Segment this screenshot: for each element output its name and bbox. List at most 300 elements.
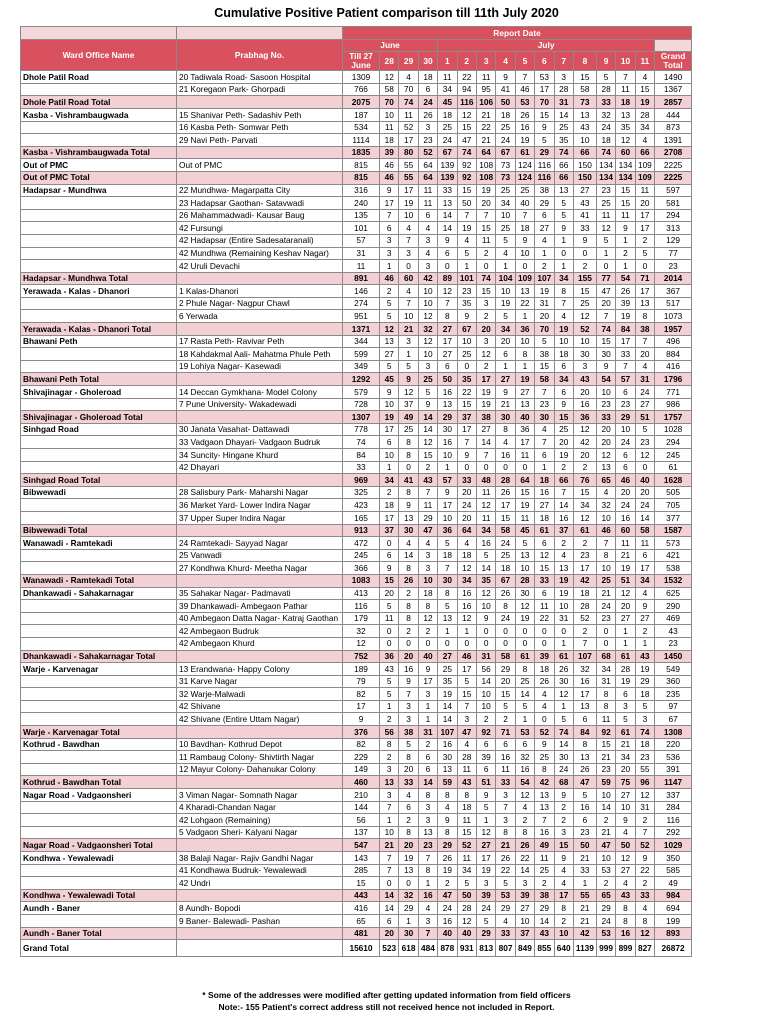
daily-count-cell: 27 — [438, 650, 457, 663]
daily-count-cell: 46 — [380, 159, 399, 172]
daily-count-cell: 4 — [616, 877, 635, 890]
daily-count-cell: 1 — [554, 637, 573, 650]
daily-count-cell: 40 — [438, 927, 457, 940]
daily-count-cell: 3 — [380, 789, 399, 802]
prabhag-cell: 42 Hadapsar (Entire Sadesataranali) — [177, 234, 343, 247]
daily-count-cell: 56 — [380, 726, 399, 739]
daily-count-cell: 40 — [515, 197, 534, 210]
daily-count-cell: 6 — [476, 738, 495, 751]
ward-cell: Kondhwa - Yewalewadi Total — [21, 889, 177, 902]
daily-count-cell: 67 — [457, 323, 476, 336]
daily-count-cell: 31 — [535, 297, 554, 310]
table-row — [21, 209, 692, 222]
till-27-june-cell: 149 — [343, 763, 380, 776]
prabhag-cell — [177, 927, 343, 940]
daily-count-cell: 21 — [596, 751, 615, 764]
ward-total-row — [21, 474, 692, 487]
daily-count-cell: 36 — [515, 423, 534, 436]
daily-count-cell: 1 — [418, 877, 437, 890]
daily-count-cell: 899 — [616, 940, 635, 957]
daily-count-cell: 71 — [496, 726, 515, 739]
daily-count-cell: 10 — [418, 574, 437, 587]
daily-count-cell: 74 — [596, 146, 615, 159]
daily-count-cell: 16 — [515, 121, 534, 134]
daily-count-cell: 23 — [596, 763, 615, 776]
daily-count-cell: 18 — [496, 562, 515, 575]
date-header: 7 — [554, 52, 573, 71]
daily-count-cell: 12 — [535, 549, 554, 562]
daily-count-cell: 35 — [476, 574, 495, 587]
daily-count-cell: 47 — [457, 134, 476, 147]
daily-count-cell: 9 — [535, 738, 554, 751]
daily-count-cell: 41 — [573, 209, 596, 222]
ward-cell — [21, 499, 177, 512]
daily-count-cell: 46 — [380, 171, 399, 184]
ward-cell: Yerawada - Kalas - Dhanori Total — [21, 323, 177, 336]
ward-cell: Kasba - Vishrambaugwada Total — [21, 146, 177, 159]
till-27-june-cell: 366 — [343, 562, 380, 575]
daily-count-cell: 27 — [535, 499, 554, 512]
daily-count-cell: 17 — [573, 562, 596, 575]
daily-count-cell: 59 — [438, 776, 457, 789]
daily-count-cell: 18 — [380, 134, 399, 147]
daily-count-cell: 11 — [515, 449, 534, 462]
grand-total-cell: 538 — [655, 562, 692, 575]
daily-count-cell: 45 — [438, 96, 457, 109]
daily-count-cell: 31 — [554, 612, 573, 625]
table-row — [21, 713, 692, 726]
daily-count-cell: 41 — [496, 83, 515, 96]
ward-cell: Shivajinagar - Gholeroad Total — [21, 411, 177, 424]
daily-count-cell: 134 — [616, 159, 635, 172]
ward-cell: Wanawadi - Ramtekadi — [21, 537, 177, 550]
daily-count-cell: 10 — [616, 423, 635, 436]
table-row — [21, 348, 692, 361]
daily-count-cell: 70 — [535, 323, 554, 336]
daily-count-cell: 33 — [573, 864, 596, 877]
daily-count-cell: 134 — [596, 159, 615, 172]
prabhag-cell: 13 Erandwana- Happy Colony — [177, 663, 343, 676]
daily-count-cell: 67 — [496, 146, 515, 159]
daily-count-cell: 11 — [380, 612, 399, 625]
daily-count-cell: 8 — [399, 449, 418, 462]
daily-count-cell: 66 — [554, 171, 573, 184]
daily-count-cell: 23 — [535, 398, 554, 411]
daily-count-cell: 2 — [535, 877, 554, 890]
daily-count-cell: 12 — [616, 134, 635, 147]
daily-count-cell: 5 — [635, 423, 654, 436]
daily-count-cell: 1 — [635, 637, 654, 650]
table-header — [21, 27, 692, 71]
daily-count-cell: 3 — [418, 549, 437, 562]
ward-cell: Dhankawadi - Sahakarnagar — [21, 587, 177, 600]
daily-count-cell: 37 — [457, 411, 476, 424]
daily-count-cell: 19 — [515, 499, 534, 512]
daily-count-cell: 19 — [399, 197, 418, 210]
daily-count-cell: 9 — [635, 600, 654, 613]
daily-count-cell: 2 — [380, 486, 399, 499]
daily-count-cell: 813 — [476, 940, 495, 957]
prabhag-cell — [177, 373, 343, 386]
ward-cell — [21, 436, 177, 449]
daily-count-cell: 84 — [616, 323, 635, 336]
daily-count-cell: 6 — [616, 461, 635, 474]
daily-count-cell: 15 — [554, 839, 573, 852]
daily-count-cell: 0 — [399, 637, 418, 650]
prabhag-cell: 30 Janata Vasahat- Dattawadi — [177, 423, 343, 436]
daily-count-cell: 37 — [554, 524, 573, 537]
ward-cell — [21, 612, 177, 625]
daily-count-cell: 3 — [418, 914, 437, 927]
daily-count-cell: 8 — [438, 310, 457, 323]
daily-count-cell: 4 — [554, 549, 573, 562]
daily-count-cell: 19 — [476, 398, 495, 411]
daily-count-cell: 74 — [476, 272, 495, 285]
daily-count-cell: 0 — [380, 637, 399, 650]
daily-count-cell: 0 — [399, 461, 418, 474]
grand-total-cell: 313 — [655, 222, 692, 235]
daily-count-cell: 8 — [515, 826, 534, 839]
daily-count-cell: 12 — [515, 789, 534, 802]
daily-count-cell: 58 — [573, 83, 596, 96]
table-row — [21, 549, 692, 562]
daily-count-cell: 15 — [573, 285, 596, 298]
daily-count-cell: 8 — [596, 700, 615, 713]
daily-count-cell: 11 — [535, 600, 554, 613]
daily-count-cell: 8 — [515, 663, 534, 676]
daily-count-cell: 55 — [635, 763, 654, 776]
daily-count-cell: 1 — [535, 247, 554, 260]
daily-count-cell: 8 — [438, 826, 457, 839]
daily-count-cell: 9 — [515, 234, 534, 247]
daily-count-cell: 8 — [496, 423, 515, 436]
grand-total-cell: 1957 — [655, 323, 692, 336]
daily-count-cell: 14 — [438, 713, 457, 726]
daily-count-cell: 5 — [380, 688, 399, 701]
daily-count-cell: 10 — [515, 562, 534, 575]
daily-count-cell: 7 — [399, 297, 418, 310]
daily-count-cell: 7 — [596, 537, 615, 550]
daily-count-cell: 46 — [457, 650, 476, 663]
ward-total-row — [21, 323, 692, 336]
header-blank-ward — [21, 27, 177, 40]
daily-count-cell: 43 — [616, 889, 635, 902]
prabhag-cell: 25 Vanwadi — [177, 549, 343, 562]
daily-count-cell: 25 — [573, 297, 596, 310]
daily-count-cell: 14 — [535, 914, 554, 927]
daily-count-cell: 31 — [635, 801, 654, 814]
ward-cell: Bhawani Peth — [21, 335, 177, 348]
daily-count-cell: 29 — [635, 675, 654, 688]
daily-count-cell: 14 — [380, 889, 399, 902]
till-27-june-cell: 17 — [343, 700, 380, 713]
prabhag-cell: 12 Mayur Colony- Dahanukar Colony — [177, 763, 343, 776]
daily-count-cell: 15 — [515, 486, 534, 499]
daily-count-cell: 25 — [496, 549, 515, 562]
table-row — [21, 121, 692, 134]
table-row — [21, 71, 692, 84]
prabhag-cell: 29 Navi Peth- Parvati — [177, 134, 343, 147]
grand-total-cell: 505 — [655, 486, 692, 499]
daily-count-cell: 52 — [573, 612, 596, 625]
daily-count-cell: 18 — [496, 108, 515, 121]
daily-count-cell: 12 — [438, 285, 457, 298]
grand-total-cell: 771 — [655, 386, 692, 399]
grand-total-cell: 444 — [655, 108, 692, 121]
prabhag-cell: 42 Shivane — [177, 700, 343, 713]
daily-count-cell: 0 — [496, 461, 515, 474]
daily-count-cell: 33 — [535, 574, 554, 587]
daily-count-cell: 11 — [476, 486, 495, 499]
daily-count-cell: 25 — [496, 222, 515, 235]
daily-count-cell: 67 — [496, 574, 515, 587]
daily-count-cell: 28 — [457, 902, 476, 915]
table-row — [21, 852, 692, 865]
daily-count-cell: 29 — [418, 511, 437, 524]
daily-count-cell: 51 — [616, 574, 635, 587]
daily-count-cell: 43 — [535, 927, 554, 940]
prabhag-cell: 21 Koregaon Park- Ghorpadi — [177, 83, 343, 96]
daily-count-cell: 20 — [616, 600, 635, 613]
daily-count-cell: 2 — [635, 234, 654, 247]
ward-total-row — [21, 889, 692, 902]
daily-count-cell: 48 — [476, 474, 495, 487]
daily-count-cell: 10 — [496, 285, 515, 298]
prabhag-cell: 26 Mahammadwadi- Kausar Baug — [177, 209, 343, 222]
daily-count-cell: 6 — [616, 688, 635, 701]
daily-count-cell: 22 — [476, 121, 495, 134]
prabhag-cell: 17 Rasta Peth- Ravivar Peth — [177, 335, 343, 348]
daily-count-cell: 28 — [596, 83, 615, 96]
grand-total-cell: 2708 — [655, 146, 692, 159]
daily-count-cell: 42 — [573, 436, 596, 449]
report-date-header: Report Date — [343, 27, 692, 40]
prabhag-cell: 22 Mundhwa- Magarpatta City — [177, 184, 343, 197]
daily-count-cell: 10 — [399, 310, 418, 323]
grand-total-cell: 129 — [655, 234, 692, 247]
daily-count-cell: 2 — [515, 814, 534, 827]
daily-count-cell: 3 — [418, 688, 437, 701]
daily-count-cell: 8 — [554, 902, 573, 915]
daily-count-cell: 5 — [438, 537, 457, 550]
daily-count-cell: 29 — [438, 411, 457, 424]
ward-cell — [21, 713, 177, 726]
table-row — [21, 801, 692, 814]
daily-count-cell: 33 — [616, 348, 635, 361]
daily-count-cell: 26 — [496, 852, 515, 865]
daily-count-cell: 2 — [596, 814, 615, 827]
daily-count-cell: 1 — [596, 247, 615, 260]
daily-count-cell: 5 — [380, 297, 399, 310]
daily-count-cell: 17 — [635, 562, 654, 575]
daily-count-cell: 11 — [596, 713, 615, 726]
ward-cell: Aundh - Baner Total — [21, 927, 177, 940]
daily-count-cell: 64 — [476, 146, 495, 159]
daily-count-cell: 12 — [399, 386, 418, 399]
daily-count-cell: 3 — [476, 877, 495, 890]
grand-total-cell: 1308 — [655, 726, 692, 739]
ward-cell: Dhole Patil Road — [21, 71, 177, 84]
daily-count-cell: 47 — [596, 285, 615, 298]
prabhag-cell: 42 Lohgaon (Remaining) — [177, 814, 343, 827]
daily-count-cell: 32 — [596, 499, 615, 512]
till-27-june-cell: 2075 — [343, 96, 380, 109]
daily-count-cell: 8 — [399, 826, 418, 839]
daily-count-cell: 4 — [596, 486, 615, 499]
daily-count-cell: 3 — [380, 247, 399, 260]
daily-count-cell: 43 — [573, 197, 596, 210]
daily-count-cell: 5 — [573, 789, 596, 802]
ward-cell — [21, 675, 177, 688]
daily-count-cell: 5 — [418, 386, 437, 399]
prabhag-cell — [177, 889, 343, 902]
daily-count-cell: 11 — [418, 184, 437, 197]
daily-count-cell: 2 — [476, 247, 495, 260]
daily-count-cell: 25 — [515, 675, 534, 688]
daily-count-cell: 7 — [418, 927, 437, 940]
daily-count-cell: 8 — [573, 738, 596, 751]
till-27-june-cell: 344 — [343, 335, 380, 348]
daily-count-cell: 2 — [418, 738, 437, 751]
daily-count-cell: 33 — [496, 927, 515, 940]
daily-count-cell: 10 — [380, 449, 399, 462]
till-27-june-cell: 1835 — [343, 146, 380, 159]
daily-count-cell: 2 — [635, 814, 654, 827]
daily-count-cell: 20 — [457, 486, 476, 499]
daily-count-cell: 51 — [476, 776, 495, 789]
daily-count-cell: 32 — [515, 751, 534, 764]
daily-count-cell: 12 — [573, 310, 596, 323]
daily-count-cell: 18 — [635, 688, 654, 701]
prabhag-cell: 4 Kharadi-Chandan Nagar — [177, 801, 343, 814]
daily-count-cell: 73 — [496, 159, 515, 172]
daily-count-cell: 20 — [635, 197, 654, 210]
prabhag-cell: 36 Market Yard- Lower Indira Nagar — [177, 499, 343, 512]
table-row — [21, 511, 692, 524]
daily-count-cell: 16 — [476, 537, 495, 550]
daily-count-cell: 19 — [616, 675, 635, 688]
daily-count-cell: 4 — [535, 688, 554, 701]
daily-count-cell: 13 — [535, 801, 554, 814]
ward-cell — [21, 234, 177, 247]
daily-count-cell: 3 — [496, 789, 515, 802]
daily-count-cell: 52 — [535, 726, 554, 739]
daily-count-cell: 20 — [380, 587, 399, 600]
daily-count-cell: 33 — [635, 889, 654, 902]
daily-count-cell: 19 — [515, 373, 534, 386]
daily-count-cell: 4 — [616, 826, 635, 839]
daily-count-cell: 16 — [616, 927, 635, 940]
daily-count-cell: 5 — [535, 134, 554, 147]
ward-cell: Warje - Karvenagar Total — [21, 726, 177, 739]
daily-count-cell: 4 — [635, 71, 654, 84]
grand-total-cell: 1147 — [655, 776, 692, 789]
daily-count-cell: 20 — [635, 486, 654, 499]
daily-count-cell: 40 — [635, 474, 654, 487]
daily-count-cell: 12 — [418, 335, 437, 348]
daily-count-cell: 640 — [554, 940, 573, 957]
till-27-june-cell: 11 — [343, 260, 380, 273]
table-row — [21, 386, 692, 399]
daily-count-cell: 109 — [515, 272, 534, 285]
prabhag-cell: 33 Vadgaon Dhayari- Vadgaon Budruk — [177, 436, 343, 449]
prabhag-cell — [177, 96, 343, 109]
table-row — [21, 902, 692, 915]
daily-count-cell: 8 — [418, 789, 437, 802]
daily-count-cell: 7 — [535, 386, 554, 399]
prabhag-cell — [177, 474, 343, 487]
prabhag-cell — [177, 146, 343, 159]
daily-count-cell: 7 — [380, 209, 399, 222]
ward-cell: Wanawadi - Ramtekadi Total — [21, 574, 177, 587]
till-27-june-cell: 891 — [343, 272, 380, 285]
ward-cell — [21, 134, 177, 147]
date-header: 5 — [515, 52, 534, 71]
daily-count-cell: 0 — [515, 625, 534, 638]
daily-count-cell: 47 — [457, 726, 476, 739]
ward-cell — [21, 814, 177, 827]
till-27-june-cell: 65 — [343, 914, 380, 927]
daily-count-cell: 32 — [596, 108, 615, 121]
daily-count-cell: 21 — [596, 826, 615, 839]
daily-count-cell: 18 — [573, 587, 596, 600]
ward-cell — [21, 914, 177, 927]
prabhag-cell: 42 Ambegaon Khurd — [177, 637, 343, 650]
daily-count-cell: 47 — [418, 524, 437, 537]
daily-count-cell: 15 — [496, 511, 515, 524]
daily-count-cell: 6 — [438, 360, 457, 373]
table-row — [21, 914, 692, 927]
daily-count-cell: 17 — [635, 209, 654, 222]
daily-count-cell: 3 — [418, 801, 437, 814]
prabhag-cell: Out of PMC — [177, 159, 343, 172]
date-header: 9 — [596, 52, 615, 71]
daily-count-cell: 18 — [418, 71, 437, 84]
till-27-june-cell: 144 — [343, 801, 380, 814]
table-row — [21, 789, 692, 802]
ward-cell: Kondhwa - Yewalewadi — [21, 852, 177, 865]
daily-count-cell: 8 — [635, 914, 654, 927]
daily-count-cell: 10 — [596, 789, 615, 802]
prabhag-cell: 20 Tadiwala Road- Sasoon Hospital — [177, 71, 343, 84]
table-row — [21, 877, 692, 890]
daily-count-cell: 75 — [616, 776, 635, 789]
daily-count-cell: 16 — [496, 751, 515, 764]
daily-count-cell: 6 — [535, 587, 554, 600]
daily-count-cell: 20 — [535, 310, 554, 323]
daily-count-cell: 19 — [476, 386, 495, 399]
daily-count-cell: 12 — [457, 108, 476, 121]
daily-count-cell: 134 — [616, 171, 635, 184]
grand-total-cell: 199 — [655, 914, 692, 927]
ward-cell — [21, 247, 177, 260]
daily-count-cell: 878 — [438, 940, 457, 957]
daily-count-cell: 5 — [635, 247, 654, 260]
prabhag-cell: 31 Karve Nagar — [177, 675, 343, 688]
grand-total-cell: 1532 — [655, 574, 692, 587]
daily-count-cell: 1 — [616, 625, 635, 638]
till-27-june-cell: 137 — [343, 826, 380, 839]
daily-count-cell: 26 — [573, 763, 596, 776]
daily-count-cell: 15 — [596, 335, 615, 348]
daily-count-cell: 19 — [616, 310, 635, 323]
daily-count-cell: 13 — [418, 826, 437, 839]
daily-count-cell: 14 — [476, 675, 495, 688]
daily-count-cell: 19 — [554, 587, 573, 600]
daily-count-cell: 16 — [399, 663, 418, 676]
daily-count-cell: 11 — [635, 184, 654, 197]
ward-cell: Nagar Road - Vadgaonsheri — [21, 789, 177, 802]
